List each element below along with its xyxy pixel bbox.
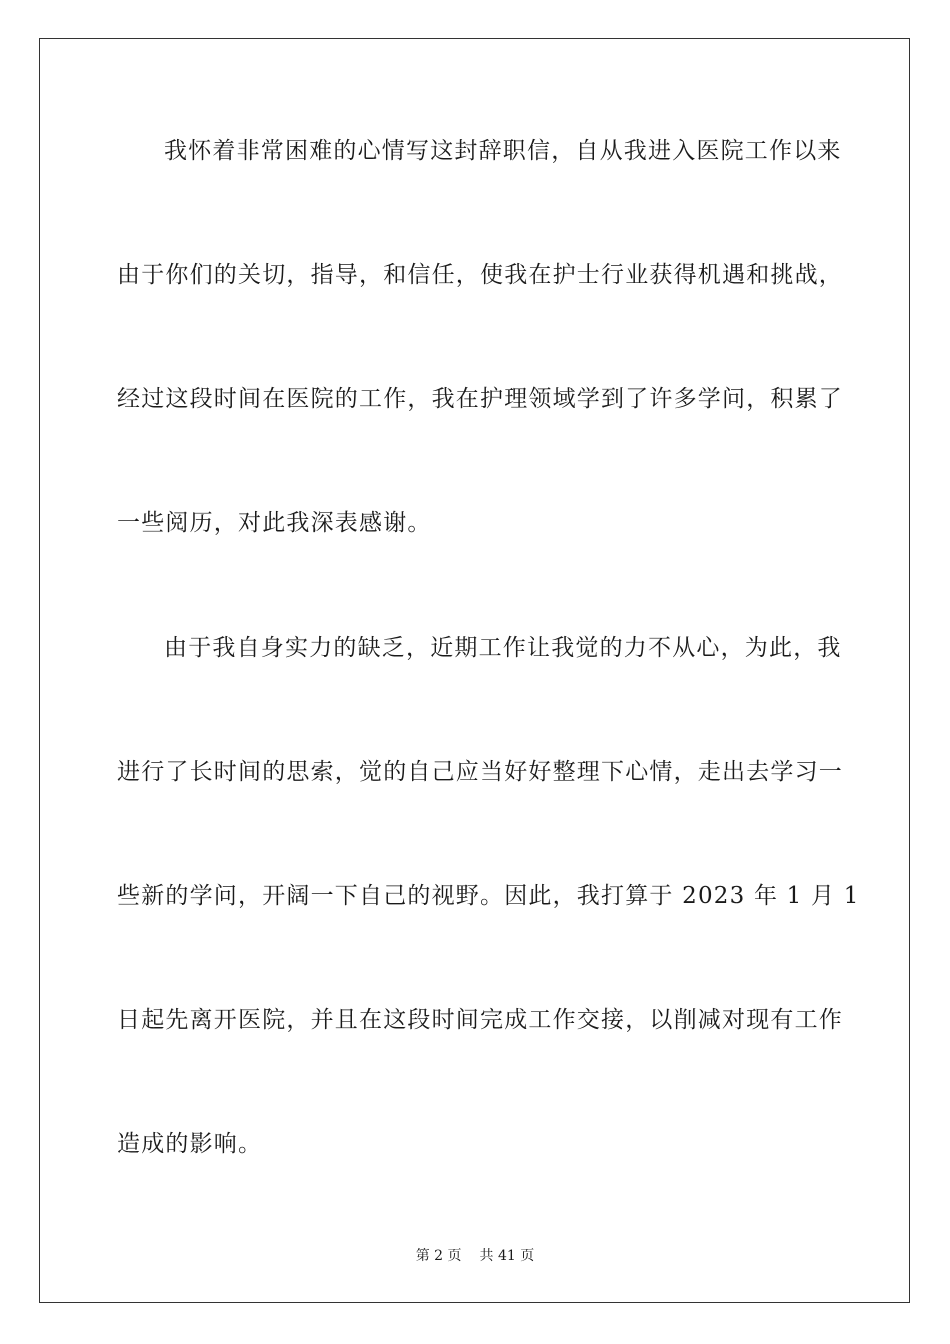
paragraph-2-line-4: 日起先离开医院，并且在这段时间完成工作交接，以削减对现有工作: [117, 1007, 843, 1033]
page-border: [39, 38, 910, 1303]
paragraph-2-line-5: 造成的影响。: [117, 1131, 263, 1157]
paragraph-2-line-2: 进行了长时间的思索，觉的自己应当好好整理下心情，走出去学习一: [117, 759, 843, 785]
paragraph-2-line-3: 些新的学问，开阔一下自己的视野。因此，我打算于 2023 年 1 月 1: [117, 883, 860, 909]
page-total: 共 41 页: [479, 1248, 535, 1264]
paragraph-1-line-4: 一些阅历，对此我深表感谢。: [117, 510, 432, 536]
paragraph-1-line-2: 由于你们的关切，指导，和信任，使我在护士行业获得机遇和挑战，: [117, 262, 843, 288]
page-number: 第 2 页: [415, 1248, 462, 1264]
paragraph-1-line-3: 经过这段时间在医院的工作，我在护理领域学到了许多学问，积累了: [117, 386, 843, 412]
paragraph-1-line-1: 我怀着非常困难的心情写这封辞职信，自从我进入医院工作以来: [164, 138, 842, 164]
page-footer: [0, 1247, 950, 1265]
paragraph-2-line-1: 由于我自身实力的缺乏，近期工作让我觉的力不从心，为此，我: [164, 635, 842, 661]
